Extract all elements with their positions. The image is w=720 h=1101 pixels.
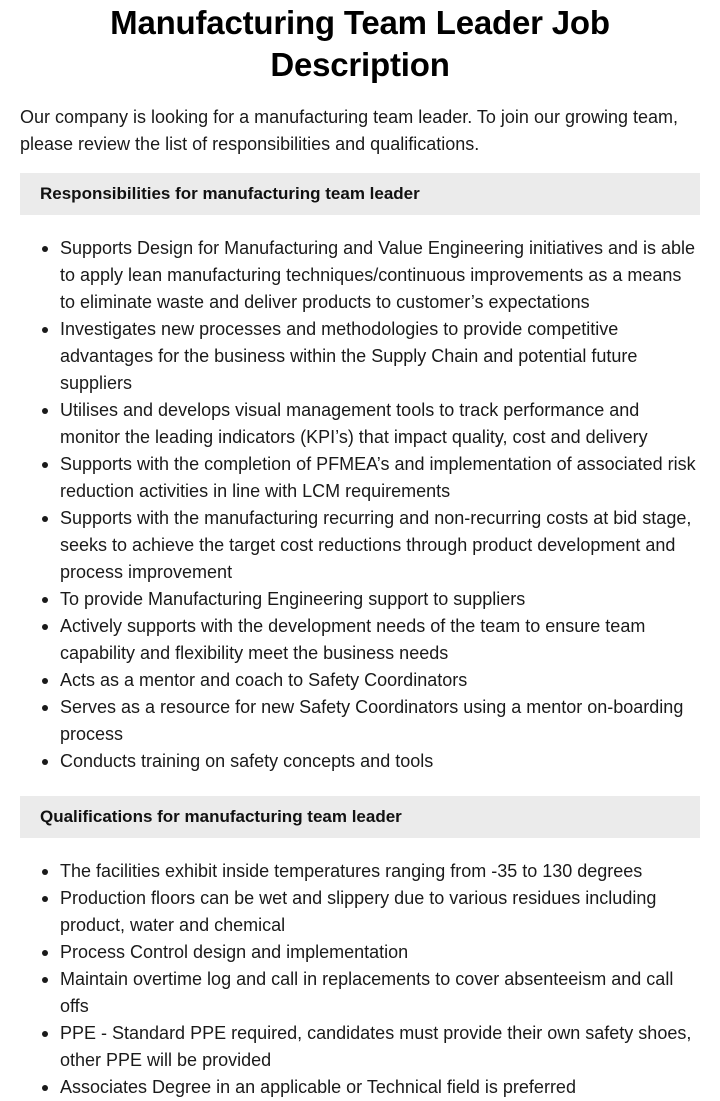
list-item: Actively supports with the development needs of the team to ensure team capability and flexibility meet the business needs bbox=[20, 613, 700, 667]
list-item: Associates Degree in an applicable or Technical field is preferred bbox=[20, 1074, 700, 1101]
bullet-icon bbox=[42, 950, 48, 956]
list-item: Process Control design and implementation bbox=[20, 939, 700, 966]
bullet-icon bbox=[42, 327, 48, 333]
list-item: Production floors can be wet and slippery due to various residues including product, water and chemical bbox=[20, 885, 700, 939]
list-item: To provide Manufacturing Engineering support to suppliers bbox=[20, 586, 700, 613]
list-item: Investigates new processes and methodologies to provide competitive advantages for the business within the Supply Chain and potential future suppliers bbox=[20, 316, 700, 397]
list-item: Supports Design for Manufacturing and Value Engineering initiatives and is able to apply lean manufacturing techniques/continuous improvements as a means to eliminate waste and deliver products to customer’s expectations bbox=[20, 235, 700, 316]
bullet-icon bbox=[42, 408, 48, 414]
page-title: Manufacturing Team Leader Job Description bbox=[110, 4, 610, 83]
list-item: Utilises and develops visual management tools to track performance and monitor the leading indicators (KPI’s) that impact quality, cost and delivery bbox=[20, 397, 700, 451]
bullet-icon bbox=[42, 896, 48, 902]
bullet-icon bbox=[42, 624, 48, 630]
list-item: Maintain overtime log and call in replacements to cover absenteeism and call offs bbox=[20, 966, 700, 1020]
list-item: Acts as a mentor and coach to Safety Coordinators bbox=[20, 667, 700, 694]
bullet-icon bbox=[42, 597, 48, 603]
bullet-icon bbox=[42, 246, 48, 252]
list-item: Conducts training on safety concepts and tools bbox=[20, 748, 700, 775]
bullet-icon bbox=[42, 462, 48, 468]
bullet-icon bbox=[42, 678, 48, 684]
bullet-icon bbox=[42, 705, 48, 711]
bullet-icon bbox=[42, 759, 48, 765]
bullet-icon bbox=[42, 869, 48, 875]
bullet-icon bbox=[42, 516, 48, 522]
responsibilities-list bbox=[20, 235, 700, 775]
list-item: Serves as a resource for new Safety Coordinators using a mentor on-boarding process bbox=[20, 694, 700, 748]
qualifications-heading: Qualifications for manufacturing team leader bbox=[20, 796, 700, 838]
list-item: The facilities exhibit inside temperatures ranging from -35 to 130 degrees bbox=[20, 858, 700, 885]
list-item: Supports with the manufacturing recurring and non-recurring costs at bid stage, seeks to achieve the target cost reductions through product development and process improvement bbox=[20, 505, 700, 586]
list-item: PPE - Standard PPE required, candidates must provide their own safety shoes, other PPE will be provided bbox=[20, 1020, 700, 1074]
bullet-icon bbox=[42, 1085, 48, 1091]
intro-paragraph: Our company is looking for a manufacturing team leader. To join our growing team, please review the list of responsibilities and qualifications. bbox=[20, 107, 679, 154]
qualifications-list bbox=[20, 858, 700, 1101]
responsibilities-heading: Responsibilities for manufacturing team leader bbox=[20, 173, 700, 215]
bullet-icon bbox=[42, 1031, 48, 1037]
bullet-icon bbox=[42, 977, 48, 983]
list-item: Supports with the completion of PFMEA’s and implementation of associated risk reduction activities in line with LCM requirements bbox=[20, 451, 700, 505]
